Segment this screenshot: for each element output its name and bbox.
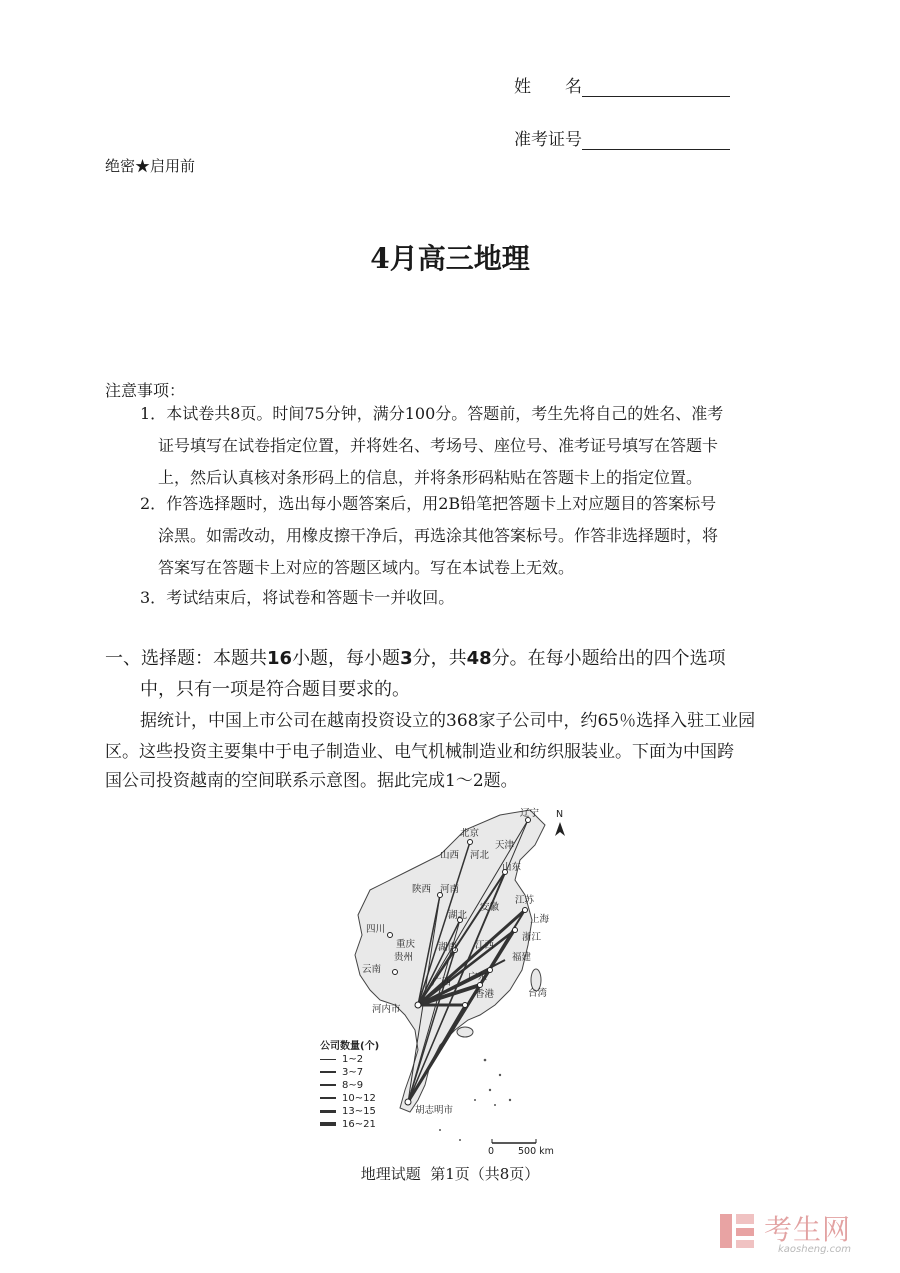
watermark-url: kaosheng.com [778,1244,851,1255]
legend-item: 10~12 [320,1092,379,1105]
north-arrow-icon [555,809,565,836]
notice-line: 涂黑。如需改动，用橡皮擦干净后，再选涂其他答案标号。作答非选择题时，将 [158,526,719,545]
watermark-logo [718,1208,888,1258]
map-label: 江苏 [515,895,535,906]
exam-id-blank [582,131,730,150]
legend-item: 1~2 [320,1053,379,1066]
watermark-icon [718,1210,758,1252]
exam-id-field [514,125,730,150]
map-label: 上海 [530,914,550,925]
scale-label: 500 km [518,1146,554,1157]
legend-item: 16~21 [320,1118,379,1131]
legend-item: 8~9 [320,1079,379,1092]
map-label: 浙江 [522,932,542,943]
notice-item-1 [140,398,800,494]
section-heading-line2: 中，只有一项是符合题目要求的。 [140,679,410,700]
map-label: 山东 [502,862,522,873]
exam-id-label: 准考证号 [514,130,582,150]
scale-bar [488,1139,554,1157]
notice-item-2 [140,488,800,584]
name-field [514,72,730,97]
page-title: 4月高三地理 [370,242,530,275]
map-legend [320,1040,379,1131]
islands [439,1059,511,1141]
map-label: 四川 [366,924,386,935]
svg-text:N: N [556,809,564,820]
notice-num: 1． [140,404,167,423]
notice-line: 答案写在答题卡上对应的答题区域内。写在本试卷上无效。 [158,558,575,577]
notice-line: 证号填写在试卷指定位置，并将姓名、考场号、座位号、准考证号填写在答题卡 [158,436,719,455]
map-label: 山西 [440,850,460,861]
map-label: 河北 [470,850,490,861]
question-count: 16 [267,648,293,669]
map-label: 天津 [495,840,515,851]
passage-line-1: 据统计，中国上市公司在越南投资设立的368家子公司中，约65％选择入驻工业园 [140,711,756,731]
secret-mark: 绝密★启用前 [105,157,196,175]
notice-line: 上，然后认真核对条形码上的信息，并将条形码粘贴在答题卡上的指定位置。 [158,468,703,487]
section-text: 小题，每小题 [292,648,401,669]
map-label: 辽宁 [520,808,540,819]
notice-heading: 注意事项： [105,381,186,400]
notice-line: 考试结束后，将试卷和答题卡一并收回。 [166,588,455,607]
section-heading [105,644,805,674]
map-label: 陕西 [412,884,432,895]
passage-line-3: 国公司投资越南的空间联系示意图。据此完成1～2题。 [105,771,518,791]
scale-zero: 0 [488,1146,495,1157]
page-footer: 地理试题 第1页（共8页） [360,1165,540,1183]
section-text: 一、选择题：本题共 [105,648,267,669]
map-label: 湖南 [438,942,458,953]
notice-item-3 [140,582,800,614]
hainan-shape [457,1027,473,1037]
passage-line-2: 区。这些投资主要集中于电子制造业、电气机械制造业和纺织服装业。下面为中国跨 [105,742,734,762]
map-label: 胡志明市 [415,1105,454,1116]
section-text: 分。在每小题给出的四个选项 [491,648,726,669]
points-each: 3 [400,648,413,669]
notice-line: 本试卷共8页。时间75分钟，满分100分。答题前，考生先将自己的姓名、准考 [166,404,724,423]
watermark-brand: 考生网 [764,1213,852,1246]
map-label: 台湾 [528,988,548,999]
map-label: 江西 [475,940,495,951]
notice-num: 2． [140,494,167,513]
map-label: 广西 [432,977,452,988]
legend-item: 13~15 [320,1105,379,1118]
map-label: 河南 [440,884,460,895]
map-label: 云南 [362,964,382,975]
map-label: 广东 [468,972,488,983]
map-label: 香港 [475,989,495,1000]
map-label: 福建 [512,952,532,963]
map-label: 贵州 [394,952,414,963]
total-points: 48 [466,648,492,669]
legend-item: 3~7 [320,1066,379,1079]
map-label: 重庆 [396,939,416,950]
notice-num: 3． [140,588,167,607]
section-text: 分，共 [412,648,467,669]
map-label: 湖北 [448,910,468,921]
legend-title: 公司数量(个) [320,1041,380,1052]
map-label: 北京 [460,828,480,839]
map-label: 河内市 [372,1004,401,1015]
name-label: 姓 名 [514,77,582,97]
map-label: 安徽 [480,902,500,913]
notice-line: 作答选择题时，选出每小题答案后，用2B铅笔把答题卡上对应题目的答案标号 [166,494,717,513]
name-blank [582,78,730,97]
